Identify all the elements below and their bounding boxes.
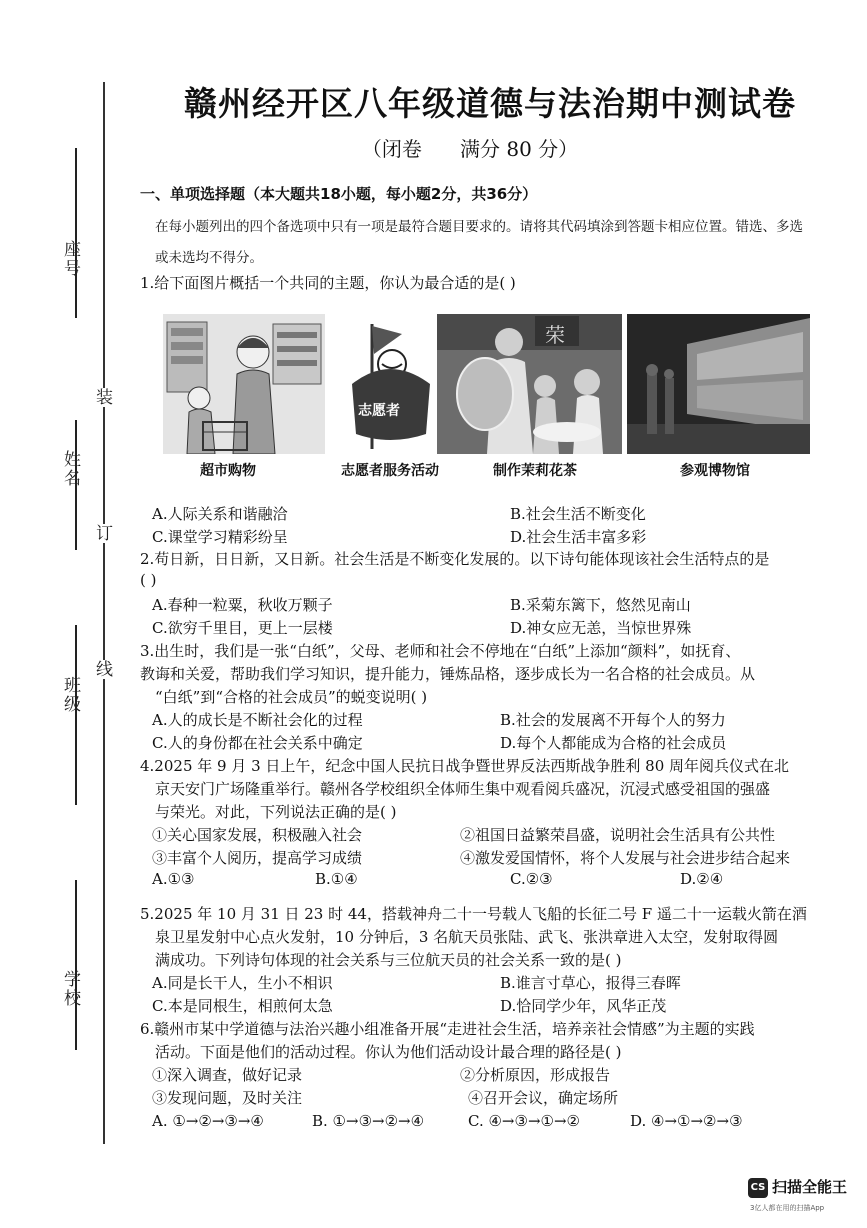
q4-option-d: D.②④: [680, 870, 724, 888]
q4-statement-1: ①关心国家发展，积极融入社会: [152, 826, 363, 844]
q3-option-d: D.每个人都能成为合格的社会成员: [500, 734, 727, 752]
q2-option-c: C.欲穷千里目，更上一层楼: [152, 619, 333, 637]
question-1-stem: 1.给下面图片概括一个共同的主题，你认为最合适的是( ): [140, 274, 516, 292]
question-3-stem-line-2: 教诲和关爱，帮助我们学习知识，提升能力，锤炼品格，逐步成长为一名合格的社会成员。从: [140, 665, 756, 683]
volunteer-picture: [340, 314, 435, 454]
instruction-line-1: 在每小题列出的四个备选项中只有一项是最符合题目要求的。请将其代码填涂到答题卡相应位置。错选、多选: [155, 219, 803, 235]
school-blank-line: [75, 880, 77, 1050]
q6-option-b: B. ①→③→②→④: [312, 1112, 425, 1130]
q6-option-a: A. ①→②→③→④: [152, 1112, 264, 1130]
section-heading: 一、单项选择题（本大题共18小题，每小题2分，共36分）: [140, 185, 538, 203]
question-2-stem-line-2: ( ): [140, 571, 157, 589]
scanner-app-name: 扫描全能王: [772, 1178, 848, 1196]
q3-option-b: B.社会的发展离不开每个人的努力: [500, 711, 726, 729]
q4-option-b: B.①④: [315, 870, 358, 888]
jasmine-sign-text: 荣: [545, 323, 565, 347]
question-3-stem-line-1: 3.出生时，我们是一张“白纸”，父母、老师和社会不停地在“白纸”上添加“颜料”，如抚育、: [140, 642, 741, 660]
supermarket-picture: [163, 314, 325, 454]
xian-mark: 线: [90, 660, 115, 679]
school-label: 学校: [60, 970, 80, 1008]
q3-option-c: C.人的身份都在社会关系中确定: [152, 734, 363, 752]
question-6-stem-line-1: 6.赣州市某中学道德与法治兴趣小组准备开展“走进社会生活，培养亲社会情感”为主题的实践: [140, 1020, 755, 1038]
question-3-stem-line-3: “白纸”到“合格的社会成员”的蜕变说明( ): [155, 688, 428, 706]
q4-option-a: A.①③: [152, 870, 195, 888]
ding-mark: 订: [90, 524, 115, 543]
question-4-stem-line-3: 与荣光。对此，下列说法正确的是( ): [155, 803, 397, 821]
q1-option-c: C.课堂学习精彩纷呈: [152, 528, 288, 546]
question-6-stem-line-2: 活动。下面是他们的活动过程。你认为他们活动设计最合理的路径是( ): [155, 1043, 622, 1061]
q4-statement-2: ②祖国日益繁荣昌盛，说明社会生活具有公共性: [460, 826, 776, 844]
question-4-stem-line-2: 京天安门广场隆重举行。赣州各学校组织全体师生集中观看阅兵盛况，沉浸式感受祖国的强盛: [155, 780, 771, 798]
zhuang-mark: 装: [90, 388, 115, 407]
q6-statement-2: ②分析原因，形成报告: [460, 1066, 611, 1084]
caption-supermarket: 超市购物: [200, 463, 256, 479]
q4-statement-4: ④激发爱国情怀，将个人发展与社会进步结合起来: [460, 849, 791, 867]
caption-museum: 参观博物馆: [680, 463, 750, 479]
q6-option-d: D. ④→①→②→③: [630, 1112, 743, 1130]
class-label: 班级: [60, 676, 80, 714]
q6-statement-3: ③发现问题，及时关注: [152, 1089, 303, 1107]
q5-option-b: B.谁言寸草心，报得三春晖: [500, 974, 681, 992]
scanner-logo-icon: CS: [748, 1178, 768, 1198]
seat-label: 座号: [60, 240, 80, 278]
q6-option-c: C. ④→③→①→②: [468, 1112, 580, 1130]
exam-title: 赣州经开区八年级道德与法治期中测试卷: [184, 84, 796, 123]
class-blank-line: [75, 625, 77, 805]
q5-option-c: C.本是同根生，相煎何太急: [152, 997, 333, 1015]
q2-option-a: A.春种一粒粟，秋收万颗子: [152, 596, 333, 614]
q1-option-b: B.社会生活不断变化: [510, 505, 646, 523]
q4-option-c: C.②③: [510, 870, 553, 888]
name-label: 姓名: [60, 450, 80, 488]
question-4-stem-line-1: 4.2025 年 9 月 3 日上午，纪念中国人民抗日战争暨世界反法西斯战争胜利 80 周年阅兵仪式在北: [140, 757, 790, 775]
question-5-stem-line-1: 5.2025 年 10 月 31 日 23 时 44，搭载神舟二十一号载人飞船的长征二号 F 遥二十一运载火箭在酒: [140, 905, 807, 923]
q3-option-a: A.人的成长是不断社会化的过程: [152, 711, 363, 729]
caption-volunteer: 志愿者服务活动: [341, 463, 439, 479]
binding-line: [103, 82, 105, 1144]
q5-option-a: A.同是长干人，生小不相识: [152, 974, 333, 992]
seat-blank-line: [75, 148, 77, 318]
jasmine-tea-picture: [437, 314, 622, 454]
question-2-stem-line-1: 2.苟日新，日日新，又日新。社会生活是不断变化发展的。以下诗句能体现该社会生活特点的是: [140, 550, 770, 568]
q1-option-a: A.人际关系和谐融洽: [152, 505, 288, 523]
museum-picture: [627, 314, 810, 454]
q5-option-d: D.恰同学少年，风华正茂: [500, 997, 667, 1015]
caption-jasmine-tea: 制作茉莉花茶: [493, 463, 577, 479]
q6-statement-1: ①深入调查，做好记录: [152, 1066, 303, 1084]
question-5-stem-line-2: 泉卫星发射中心点火发射，10 分钟后，3 名航天员张陆、武飞、张洪章进入太空，发射取得圆: [155, 928, 779, 946]
volunteer-badge-text: 志愿者: [358, 403, 400, 419]
q2-option-b: B.采菊东篱下，悠然见南山: [510, 596, 691, 614]
instruction-line-2: 或未选均不得分。: [155, 250, 263, 266]
q2-option-d: D.神女应无恙，当惊世界殊: [510, 619, 692, 637]
q6-statement-4: ④召开会议，确定场所: [468, 1089, 619, 1107]
scanner-tagline: 3亿人都在用的扫描App: [750, 1204, 825, 1212]
exam-subtitle: （闭卷 满分 80 分）: [361, 137, 579, 161]
question-5-stem-line-3: 满成功。下列诗句体现的社会关系与三位航天员的社会关系一致的是( ): [155, 951, 622, 969]
q1-option-d: D.社会生活丰富多彩: [510, 528, 647, 546]
q4-statement-3: ③丰富个人阅历，提高学习成绩: [152, 849, 363, 867]
